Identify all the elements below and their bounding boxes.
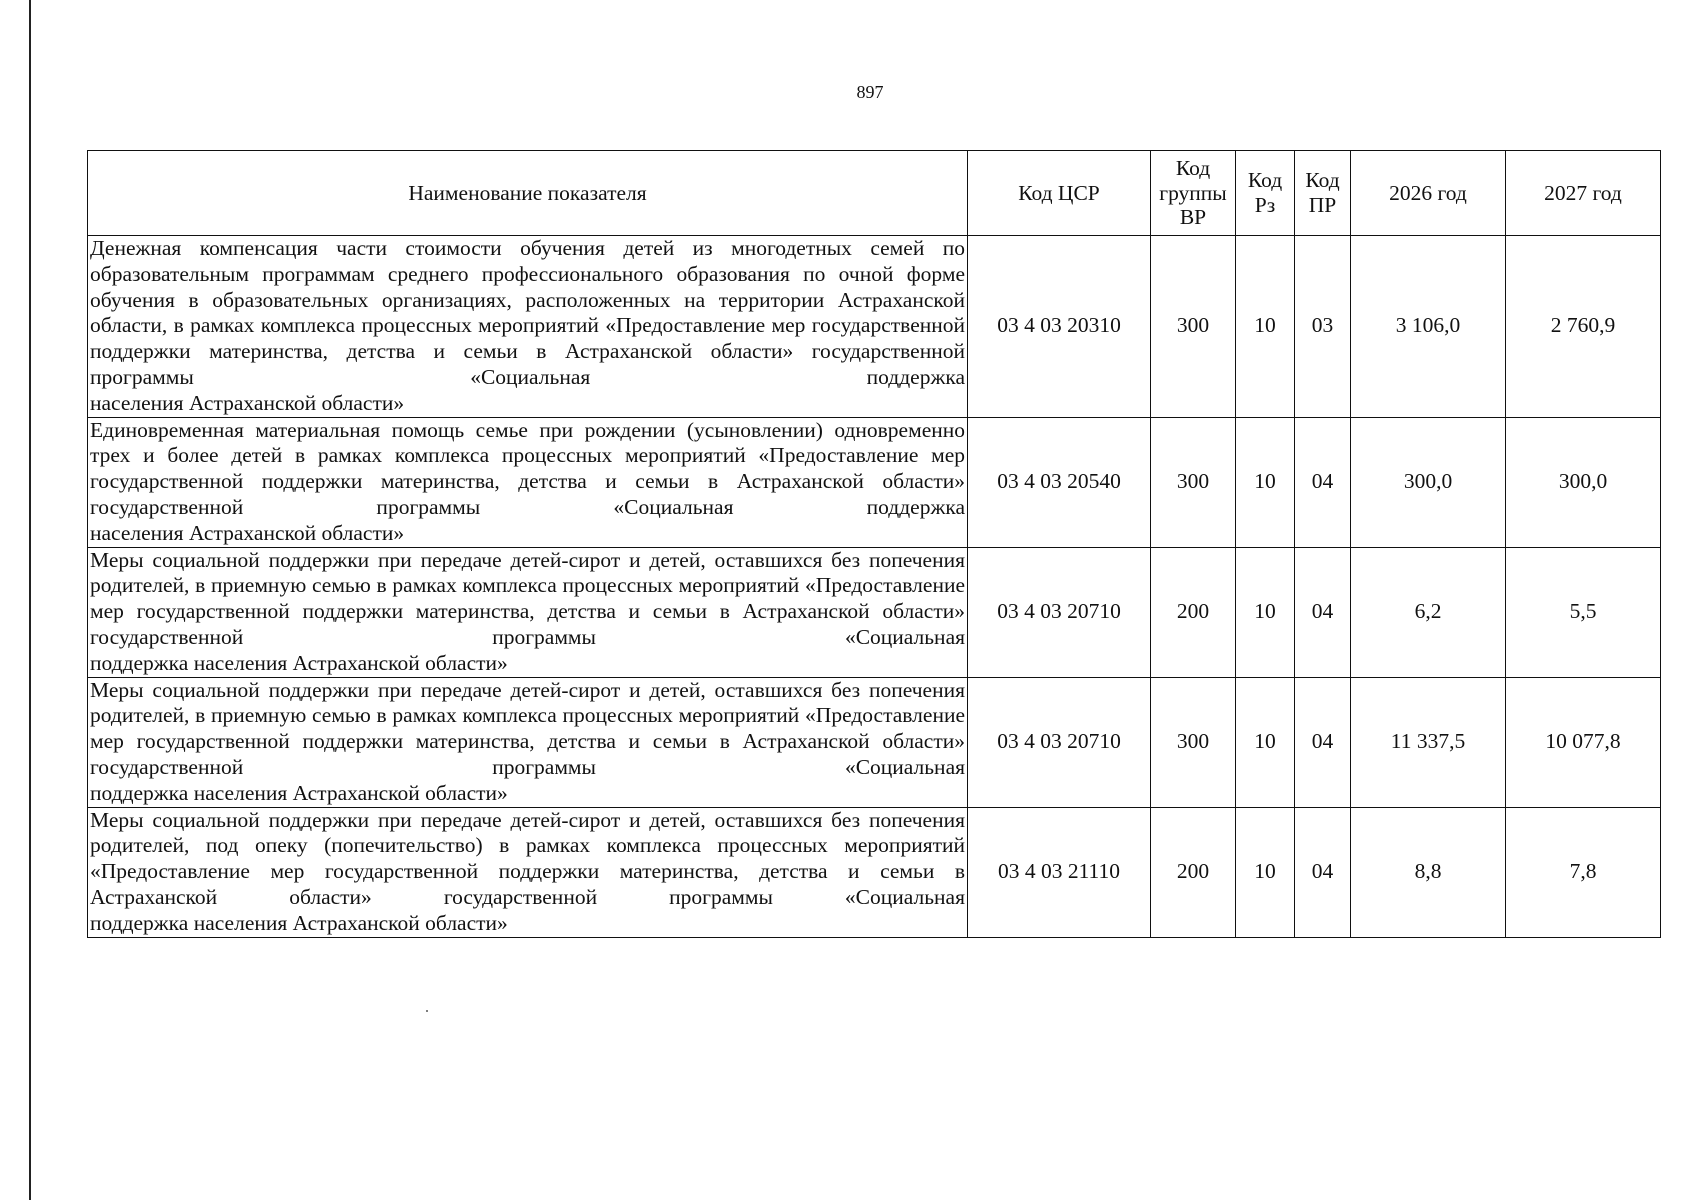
rz-code-cell: 10 xyxy=(1236,236,1295,418)
vr-code-cell: 200 xyxy=(1151,807,1236,937)
amount-2026-cell: 6,2 xyxy=(1351,547,1506,677)
csr-code-cell: 03 4 03 21110 xyxy=(968,807,1151,937)
header-pr-code: Код ПР xyxy=(1295,151,1351,236)
scan-speck xyxy=(426,1010,428,1012)
page-number: 897 xyxy=(856,82,884,102)
header-vr-code: Код группы ВР xyxy=(1151,151,1236,236)
table-row xyxy=(88,677,1661,807)
header-name: Наименование показателя xyxy=(88,151,968,236)
rz-code-cell: 10 xyxy=(1236,417,1295,547)
table-row xyxy=(88,547,1661,677)
indicator-name-last-line: поддержка населения Астраханской области» xyxy=(90,780,508,805)
csr-code-cell: 03 4 03 20540 xyxy=(968,417,1151,547)
indicator-name-text: Меры социальной поддержки при передаче детей-сирот и детей, оставшихся без попечения родителей, в приемную семью в рамках комплекса процессных мероприятий «Предоставление мер государственной поддержки материнства, детства и семьи в Астраханской области» государственной программы «Социальная xyxy=(90,547,965,649)
pr-code-cell: 04 xyxy=(1295,417,1351,547)
amount-2027-cell: 5,5 xyxy=(1506,547,1661,677)
vr-code-cell: 300 xyxy=(1151,236,1236,418)
vr-code-cell: 300 xyxy=(1151,417,1236,547)
csr-code-cell: 03 4 03 20310 xyxy=(968,236,1151,418)
vr-code-cell: 300 xyxy=(1151,677,1236,807)
header-csr-code: Код ЦСР xyxy=(968,151,1151,236)
table-row xyxy=(88,807,1661,937)
header-rz-code: Код Рз xyxy=(1236,151,1295,236)
amount-2026-cell: 11 337,5 xyxy=(1351,677,1506,807)
indicator-name-last-line: поддержка населения Астраханской области» xyxy=(90,650,508,675)
amount-2026-cell: 8,8 xyxy=(1351,807,1506,937)
budget-table xyxy=(87,150,1661,938)
pr-code-cell: 04 xyxy=(1295,807,1351,937)
indicator-name-text: Меры социальной поддержки при передаче детей-сирот и детей, оставшихся без попечения родителей, под опеку (попечительство) в рамках комплекса процессных мероприятий «Предоставление мер государственной поддержки материнства, детства и семьи в Астраханской области» государственной программы «Социальная xyxy=(90,807,965,909)
indicator-name-text: Единовременная материальная помощь семье при рождении (усыновлении) одновременно трех и более детей в рамках комплекса процессных мероприятий «Предоставление мер государственной поддержки материнства, детства и семьи в Астраханской области» государственной программы «Социальная поддержка xyxy=(90,417,965,519)
rz-code-cell: 10 xyxy=(1236,807,1295,937)
vr-code-cell: 200 xyxy=(1151,547,1236,677)
indicator-name-cell xyxy=(88,547,968,677)
amount-2027-cell: 7,8 xyxy=(1506,807,1661,937)
binding-margin-line xyxy=(29,0,31,1200)
indicator-name-last-line: населения Астраханской области» xyxy=(90,520,405,545)
indicator-name-last-line: населения Астраханской области» xyxy=(90,390,405,415)
csr-code-cell: 03 4 03 20710 xyxy=(968,547,1151,677)
indicator-name-cell xyxy=(88,677,968,807)
pr-code-cell: 04 xyxy=(1295,677,1351,807)
indicator-name-cell xyxy=(88,807,968,937)
table-row xyxy=(88,236,1661,418)
amount-2027-cell: 300,0 xyxy=(1506,417,1661,547)
table-header-row xyxy=(88,151,1661,236)
indicator-name-cell xyxy=(88,417,968,547)
pr-code-cell: 04 xyxy=(1295,547,1351,677)
header-year-2026: 2026 год xyxy=(1351,151,1506,236)
indicator-name-cell xyxy=(88,236,968,418)
rz-code-cell: 10 xyxy=(1236,677,1295,807)
amount-2026-cell: 300,0 xyxy=(1351,417,1506,547)
indicator-name-last-line: поддержка населения Астраханской области» xyxy=(90,910,508,935)
indicator-name-text: Денежная компенсация части стоимости обучения детей из многодетных семей по образовательным программам среднего профессионального образования по очной форме обучения в образовательных организациях, расположенных на территории Астраханской области, в рамках комплекса процессных мероприятий «Предоставление мер государственной поддержки материнства, детства и семьи в Астраханской области» государственной программы «Социальная поддержка xyxy=(90,236,965,389)
header-year-2027: 2027 год xyxy=(1506,151,1661,236)
table-row xyxy=(88,417,1661,547)
amount-2027-cell: 10 077,8 xyxy=(1506,677,1661,807)
rz-code-cell: 10 xyxy=(1236,547,1295,677)
indicator-name-text: Меры социальной поддержки при передаче детей-сирот и детей, оставшихся без попечения родителей, в приемную семью в рамках комплекса процессных мероприятий «Предоставление мер государственной поддержки материнства, детства и семьи в Астраханской области» государственной программы «Социальная xyxy=(90,677,965,779)
amount-2026-cell: 3 106,0 xyxy=(1351,236,1506,418)
csr-code-cell: 03 4 03 20710 xyxy=(968,677,1151,807)
amount-2027-cell: 2 760,9 xyxy=(1506,236,1661,418)
pr-code-cell: 03 xyxy=(1295,236,1351,418)
